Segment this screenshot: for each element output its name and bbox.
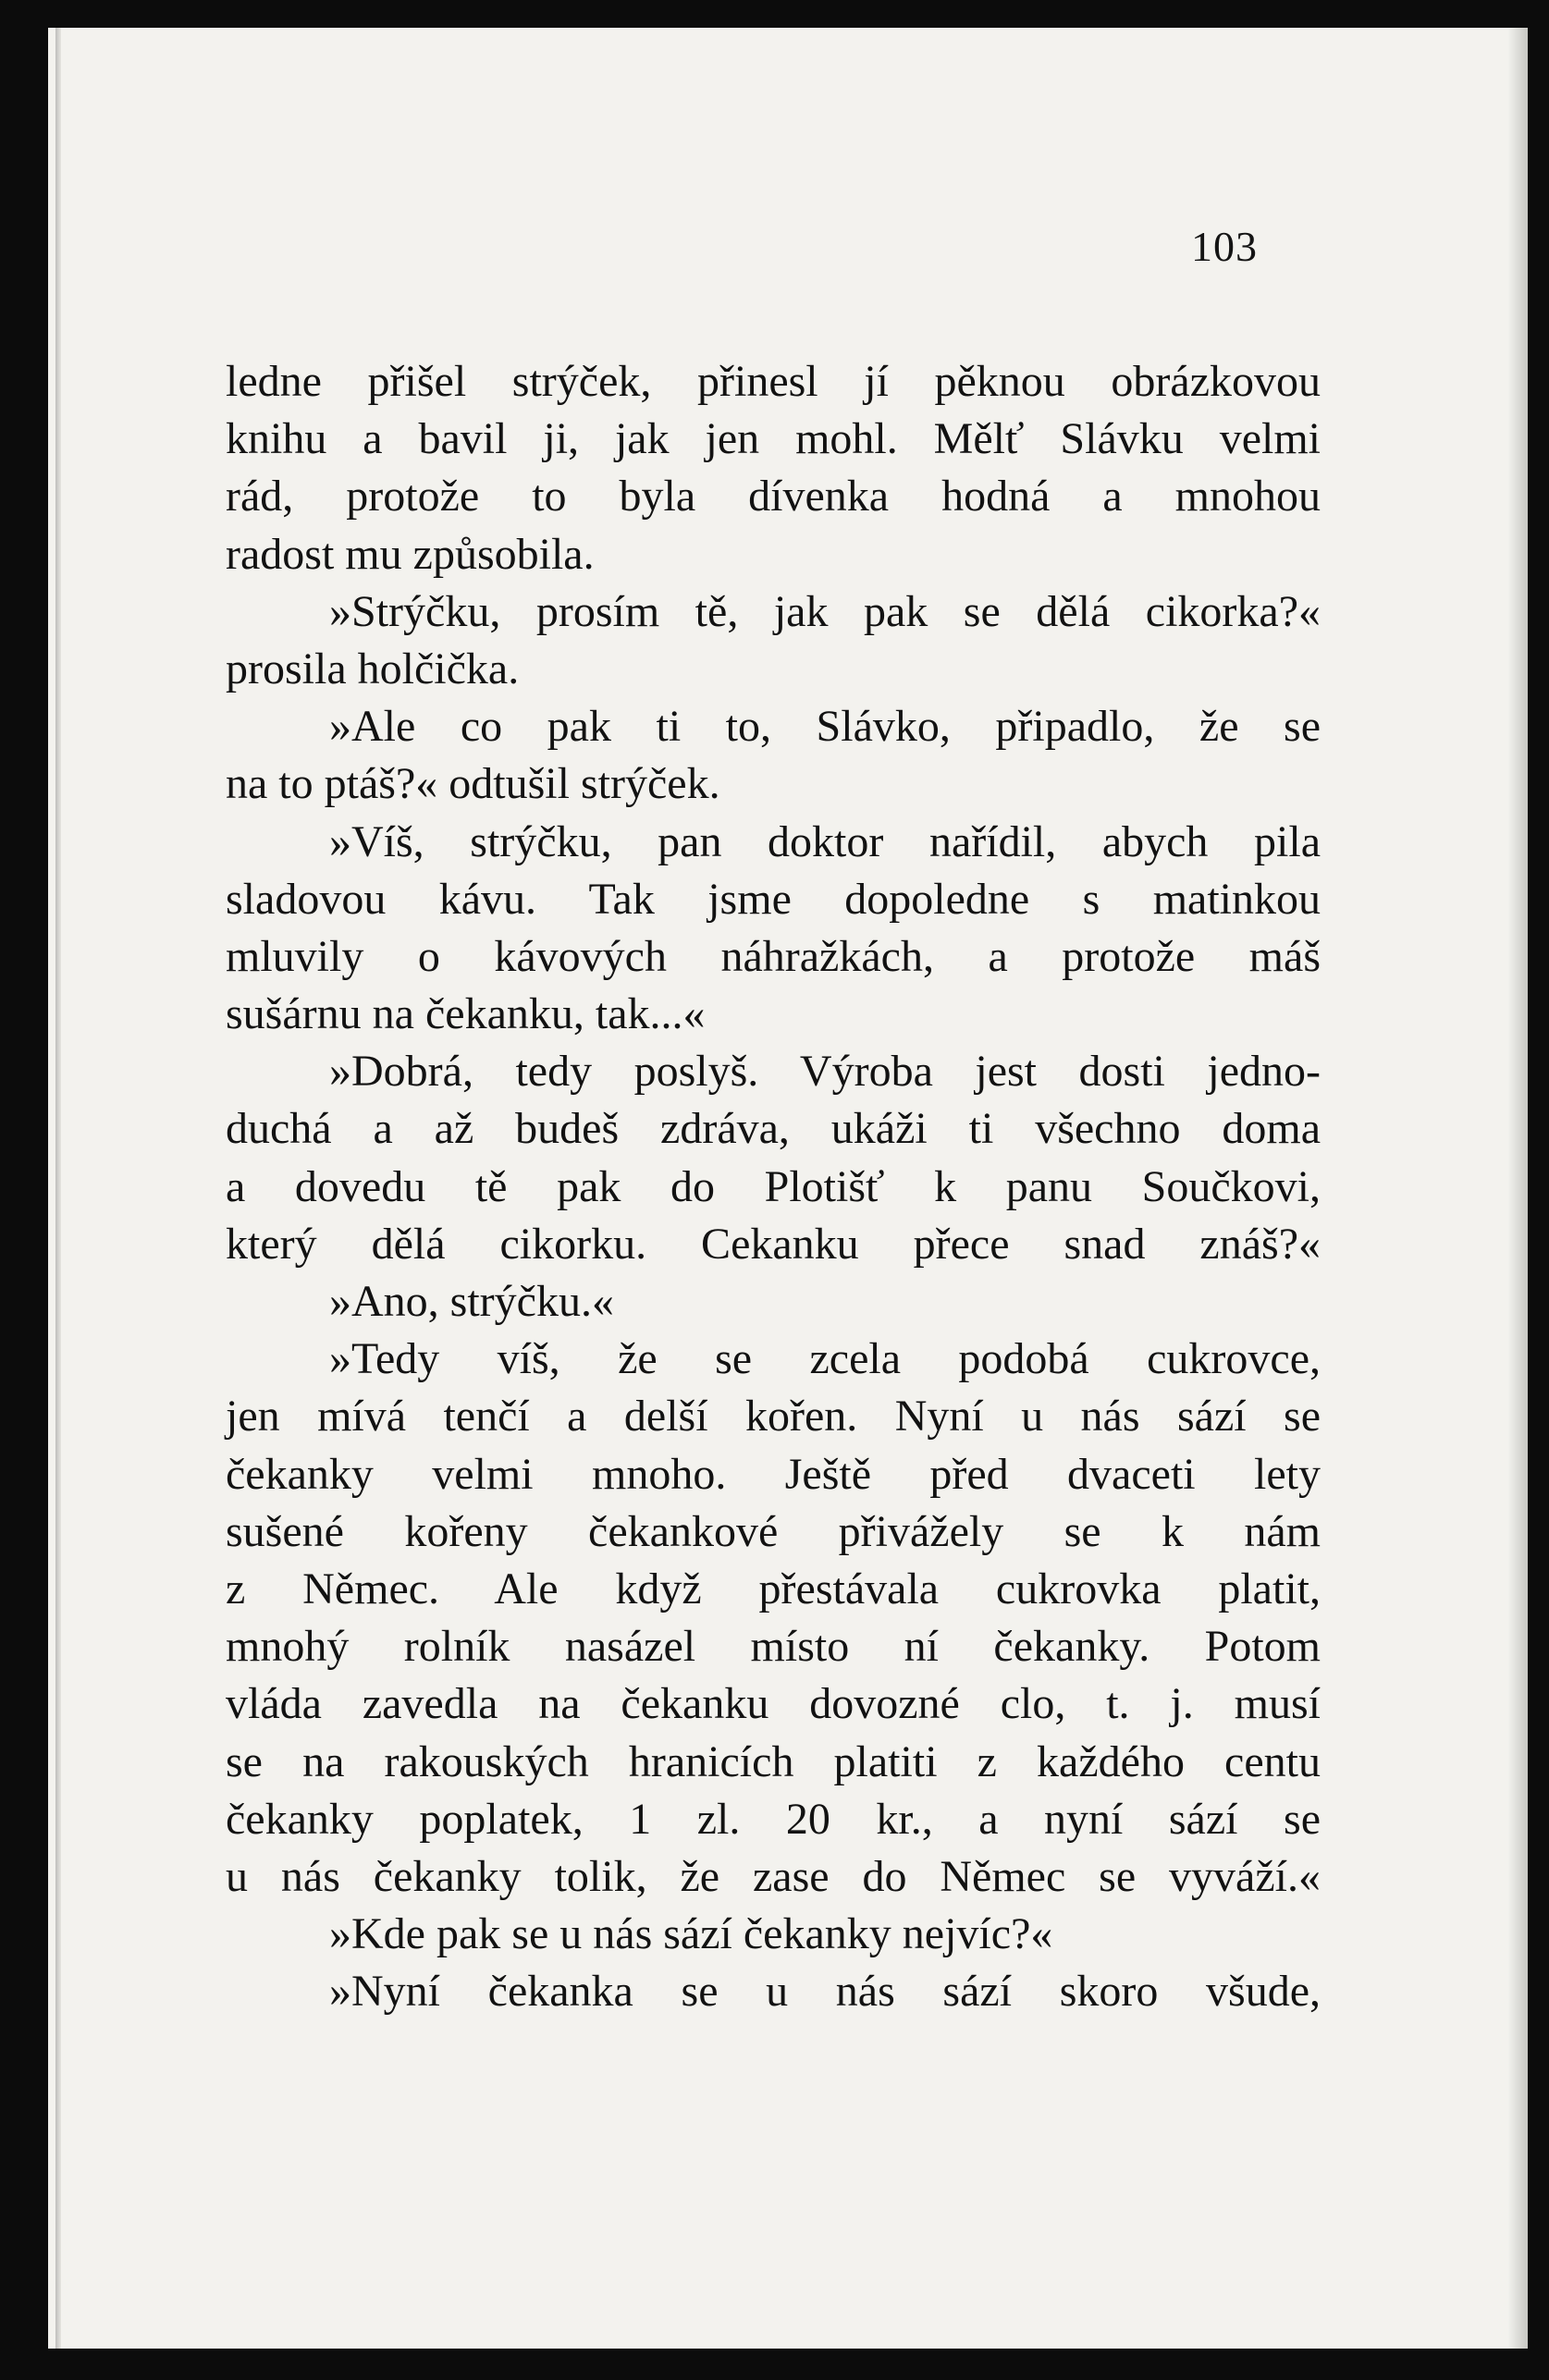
text-line: »Tedy víš, že se zcela podobá cukrovce, [329, 1334, 1321, 1384]
text-line: se na rakouských hranicích platiti z každého centu [226, 1736, 1321, 1786]
body-text [226, 353, 1321, 2020]
text-line: mluvily o kávových náhražkách, a protože máš [226, 931, 1321, 981]
text-line: sušené kořeny čekankové přivážely se k nám [226, 1506, 1321, 1556]
text-line: z Němec. Ale když přestávala cukrovka platit, [226, 1564, 1321, 1613]
text-line: »Kde pak se u nás sází čekanky nejvíc?« [329, 1909, 1053, 1959]
text-line: sladovou kávu. Tak jsme dopoledne s matinkou [226, 874, 1321, 924]
text-line: na to ptáš?« odtušil strýček. [226, 759, 720, 809]
text-line: »Nyní čekanka se u nás sází skoro všude, [329, 1967, 1321, 2017]
text-line: »Ale co pak ti to, Slávko, připadlo, že se [329, 702, 1321, 752]
text-line: u nás čekanky tolik, že zase do Němec se vyváží.« [226, 1851, 1321, 1901]
text-line: mnohý rolník nasázel místo ní čekanky. Potom [226, 1622, 1321, 1672]
page-number: 103 [1191, 223, 1258, 270]
text-line: radost mu způsobila. [226, 529, 595, 579]
text-line: sušárnu na čekanku, tak...« [226, 989, 706, 1039]
text-line: »Víš, strýčku, pan doktor nařídil, abych pila [329, 816, 1321, 866]
text-line: »Dobrá, tedy poslyš. Výroba jest dosti jedno- [329, 1047, 1321, 1097]
book-page [48, 28, 1528, 2349]
text-line: »Strýčku, prosím tě, jak pak se dělá cikorka?« [329, 586, 1321, 636]
text-line: duchá a až budeš zdráva, ukáži ti všechno doma [226, 1104, 1321, 1154]
text-line: jen mívá tenčí a delší kořen. Nyní u nás sází se [226, 1392, 1321, 1441]
text-line: rád, protože to byla dívenka hodná a mnohou [226, 472, 1321, 521]
text-line: čekanky velmi mnoho. Ještě před dvaceti lety [226, 1449, 1321, 1499]
text-line: ledne přišel strýček, přinesl jí pěknou obrázkovou [226, 357, 1321, 406]
text-line: »Ano, strýčku.« [329, 1277, 614, 1326]
page-gutter [55, 28, 61, 2349]
text-line: vláda zavedla na čekanku dovozné clo, t. j. musí [226, 1679, 1321, 1729]
text-line: a dovedu tě pak do Plotišť k panu Součkovi, [226, 1161, 1321, 1211]
text-line: který dělá cikorku. Cekanku přece snad znáš?« [226, 1219, 1321, 1269]
text-line: knihu a bavil ji, jak jen mohl. Mělť Slávku velmi [226, 414, 1321, 464]
text-line: prosila holčička. [226, 644, 520, 693]
text-line: čekanky poplatek, 1 zl. 20 kr., a nyní sází se [226, 1794, 1321, 1844]
page-edge-shadow [1507, 28, 1528, 2349]
